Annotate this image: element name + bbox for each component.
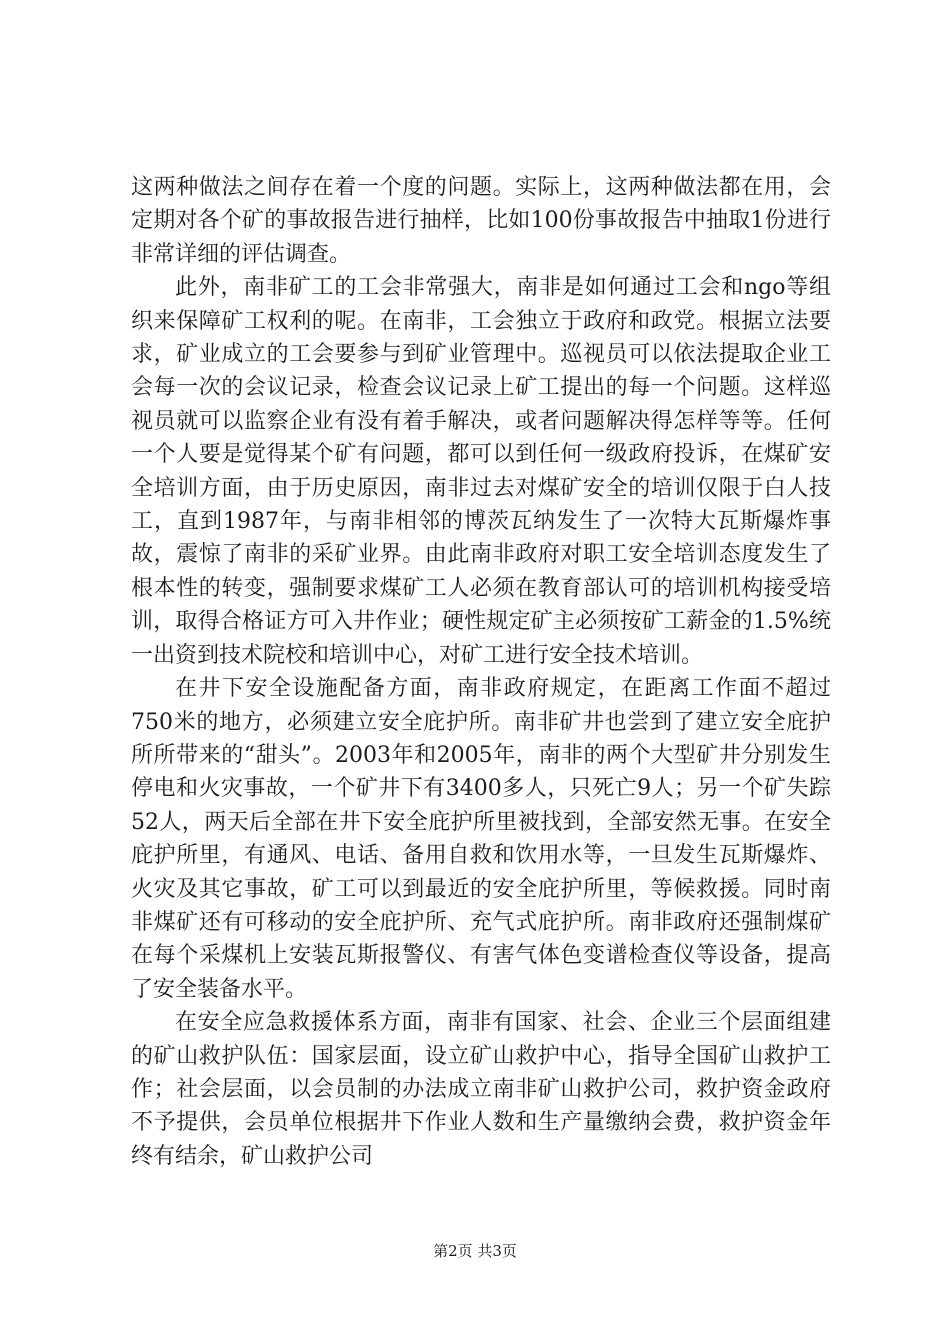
paragraph-1: 这两种做法之间存在着一个度的问题。实际上，这两种做法都在用，会定期对各个矿的事故报告进行抽样，比如100份事故报告中抽取1份进行非常详细的评估调查。 <box>131 175 831 267</box>
page-footer: 第2页 共3页 <box>433 1242 517 1260</box>
paragraph-3: 在井下安全设施配备方面，南非政府规定，在距离工作面不超过750米的地方，必须建立安全庇护所。南非矿井也尝到了建立安全庇护所所带来的“甜头”。2003年和2005年，南非的两个大型矿井分别发生停电和火灾事故，一个矿井下有3400多人，只死亡9人；另一个矿失踪52人，两天后全部在井下安全庇护所里被找到，全部安然无事。在安全庇护所里，有通风、电话、备用自救和饮用水等，一旦发生瓦斯爆炸、火灾及其它事故，矿工可以到最近的安全庇护所里，等候救援。同时南非煤矿还有可移动的安全庇护所、充气式庇护所。南非政府还强制煤矿在每个采煤机上安装瓦斯报警仪、有害气体色变谱检查仪等设备，提高了安全装备水平。 <box>131 676 831 1002</box>
document-body <box>131 171 831 1173</box>
paragraph-2: 此外，南非矿工的工会非常强大，南非是如何通过工会和ngo等组织来保障矿工权利的呢。在南非，工会独立于政府和政党。根据立法要求，矿业成立的工会要参与到矿业管理中。巡视员可以依法提取企业工会每一次的会议记录，检查会议记录上矿工提出的每一个问题。这样巡视员就可以监察企业有没有着手解决，或者问题解决得怎样等等。任何一个人要是觉得某个矿有问题，都可以到任何一级政府投诉，在煤矿安全培训方面，由于历史原因，南非过去对煤矿安全的培训仅限于白人技工，直到1987年，与南非相邻的博茨瓦纳发生了一次特大瓦斯爆炸事故，震惊了南非的采矿业界。由此南非政府对职工安全培训态度发生了根本性的转变，强制要求煤矿工人必须在教育部认可的培训机构接受培训，取得合格证方可入井作业；硬性规定矿主必须按矿工薪金的1.5%统一出资到技术院校和培训中心，对矿工进行安全技术培训。 <box>131 275 831 668</box>
paragraph-4: 在安全应急救援体系方面，南非有国家、社会、企业三个层面组建的矿山救护队伍：国家层面，设立矿山救护中心，指导全国矿山救护工作；社会层面，以会员制的办法成立南非矿山救护公司，救护资金政府不予提供，会员单位根据井下作业人数和生产量缴纳会费，救护资金年终有结余，矿山救护公司 <box>131 1010 831 1169</box>
